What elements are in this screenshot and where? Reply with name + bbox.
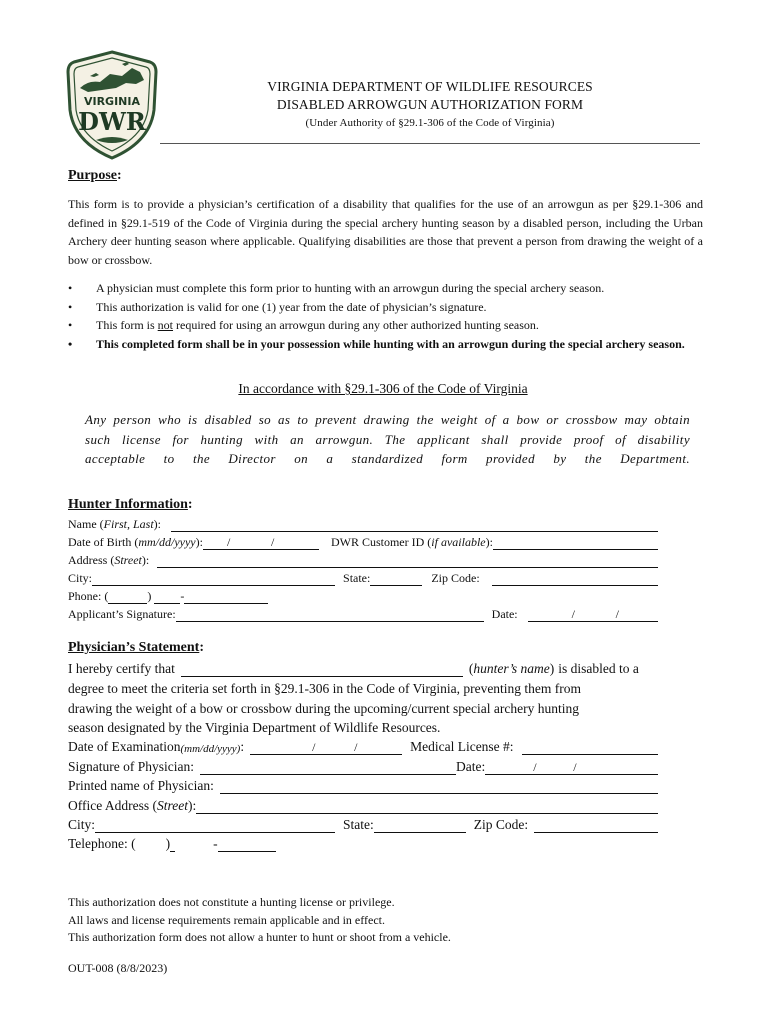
- physician-signature-field[interactable]: [200, 761, 456, 775]
- authority-line: (Under Authority of §29.1-306 of the Code of Virginia): [305, 117, 555, 129]
- hunter-city-field[interactable]: [92, 572, 335, 586]
- physician-city-field[interactable]: [95, 819, 335, 833]
- form-number: OUT-008 (8/8/2023): [68, 961, 168, 975]
- bullet-item: • This form is not required for using an arrowgun during any other authorized hunting season.: [68, 316, 698, 335]
- bullet-item: • This completed form shall be in your possession while hunting with an arrowgun during the special archery season.: [68, 335, 698, 354]
- hunter-name-row: Name ( First, Last ):: [68, 515, 658, 532]
- hunter-address-row: Address ( Street ):: [68, 551, 658, 568]
- certify-row: I hereby certify that ( hunter’s name ) is disabled to a: [68, 661, 639, 676]
- header-rule: [160, 143, 700, 144]
- printed-name-row: Printed name of Physician:: [68, 775, 658, 794]
- statute-quote: Any person who is disabled so as to prevent drawing the weight of a bow or crossbow may obtain such license for hunting with an arrowgun. The applicant shall provide proof of disability acceptable to the Director on a standardized form provided by the Department.: [85, 412, 690, 466]
- purpose-bullets: [68, 279, 698, 353]
- physician-zip-field[interactable]: [534, 819, 658, 833]
- statute-citation: In accordance with §29.1-306 of the Code of Virginia: [238, 381, 528, 396]
- exam-date-field[interactable]: / /: [250, 741, 402, 755]
- dwr-customer-id-field[interactable]: [493, 536, 658, 550]
- footer-notes: This authorization does not constitute a hunting license or privilege. All laws and license requirements remain applicable and in effect. This authorization form does not allow a hunter to hunt or shoot from a vehicle.: [68, 895, 451, 944]
- hunter-dob-field[interactable]: / /: [203, 536, 319, 550]
- printed-name-field[interactable]: [220, 780, 658, 794]
- hunter-dob-row: Date of Birth ( mm/dd/yyyy ): / / DWR Customer ID ( if available ):: [68, 533, 658, 550]
- applicant-date-field[interactable]: / /: [528, 608, 658, 622]
- office-address-row: Office Address ( Street ):: [68, 795, 658, 814]
- applicant-signature-field[interactable]: [176, 608, 484, 622]
- hunter-name-field[interactable]: [171, 518, 658, 532]
- bullet-item: • A physician must complete this form prior to hunting with an arrowgun during the special archery season.: [68, 279, 698, 298]
- hunter-city-row: City: State: Zip Code:: [68, 569, 658, 586]
- logo-virginia-text: VIRGINIA: [83, 95, 141, 108]
- hunter-phone-area-field[interactable]: [108, 590, 147, 604]
- physician-signature-row: Signature of Physician: Date: / /: [68, 756, 658, 775]
- physician-state-field[interactable]: [374, 819, 466, 833]
- hunter-phone-line-field[interactable]: [184, 590, 268, 604]
- hunter-phone-row: Phone: ( ) -: [68, 587, 658, 604]
- hunter-phone-prefix-field[interactable]: [154, 590, 180, 604]
- physician-heading: Physician’s Statement:: [68, 640, 204, 655]
- logo-dwr-text: DWR: [78, 107, 146, 136]
- exam-date-row: Date of Examination (mm/dd/yyyy) : / / Medical License #:: [68, 736, 658, 755]
- certify-hunter-name-field[interactable]: [181, 663, 463, 677]
- purpose-body: This form is to provide a physician’s certification of a disability that qualifies for the use of an arrowgun as per §29.1-306 and defined in §29.1-519 of the Code of Virginia during the special archery hunting season by a disabled person, including the Urban Archery deer hunting season where applicable. Qualifying disabilities are those that prevent a person from drawing the weight of a bow or crossbow.: [68, 197, 703, 267]
- physician-phone-area-field[interactable]: [170, 838, 175, 852]
- physician-city-row: City: State: Zip Code:: [68, 814, 658, 833]
- medical-license-field[interactable]: [522, 741, 658, 755]
- purpose-heading: Purpose:: [68, 168, 122, 183]
- physician-phone-line-field[interactable]: [218, 838, 276, 852]
- certify-body: degree to meet the criteria set forth in §29.1-306 in the Code of Virginia, preventing them from drawing the weight of a bow or crossbow during the upcoming/current special archery hunting season designated by the Virginia Department of Wildlife Resources.: [68, 681, 582, 735]
- hunter-state-field[interactable]: [370, 572, 422, 586]
- hunter-zip-field[interactable]: [492, 572, 658, 586]
- hunter-signature-row: Applicant’s Signature: Date: / /: [68, 605, 658, 622]
- bullet-item: • This authorization is valid for one (1) year from the date of physician’s signature.: [68, 298, 698, 317]
- form-title: DISABLED ARROWGUN AUTHORIZATION FORM: [276, 97, 584, 112]
- physician-date-field[interactable]: / /: [485, 761, 658, 775]
- hunter-address-field[interactable]: [157, 554, 658, 568]
- office-address-field[interactable]: [196, 800, 658, 814]
- agency-name: VIRGINIA DEPARTMENT OF WILDLIFE RESOURCES: [267, 79, 593, 94]
- physician-phone-row: Telephone: ( ) -: [68, 833, 308, 852]
- dwr-logo: [66, 50, 158, 160]
- hunter-heading: Hunter Information:: [68, 497, 193, 512]
